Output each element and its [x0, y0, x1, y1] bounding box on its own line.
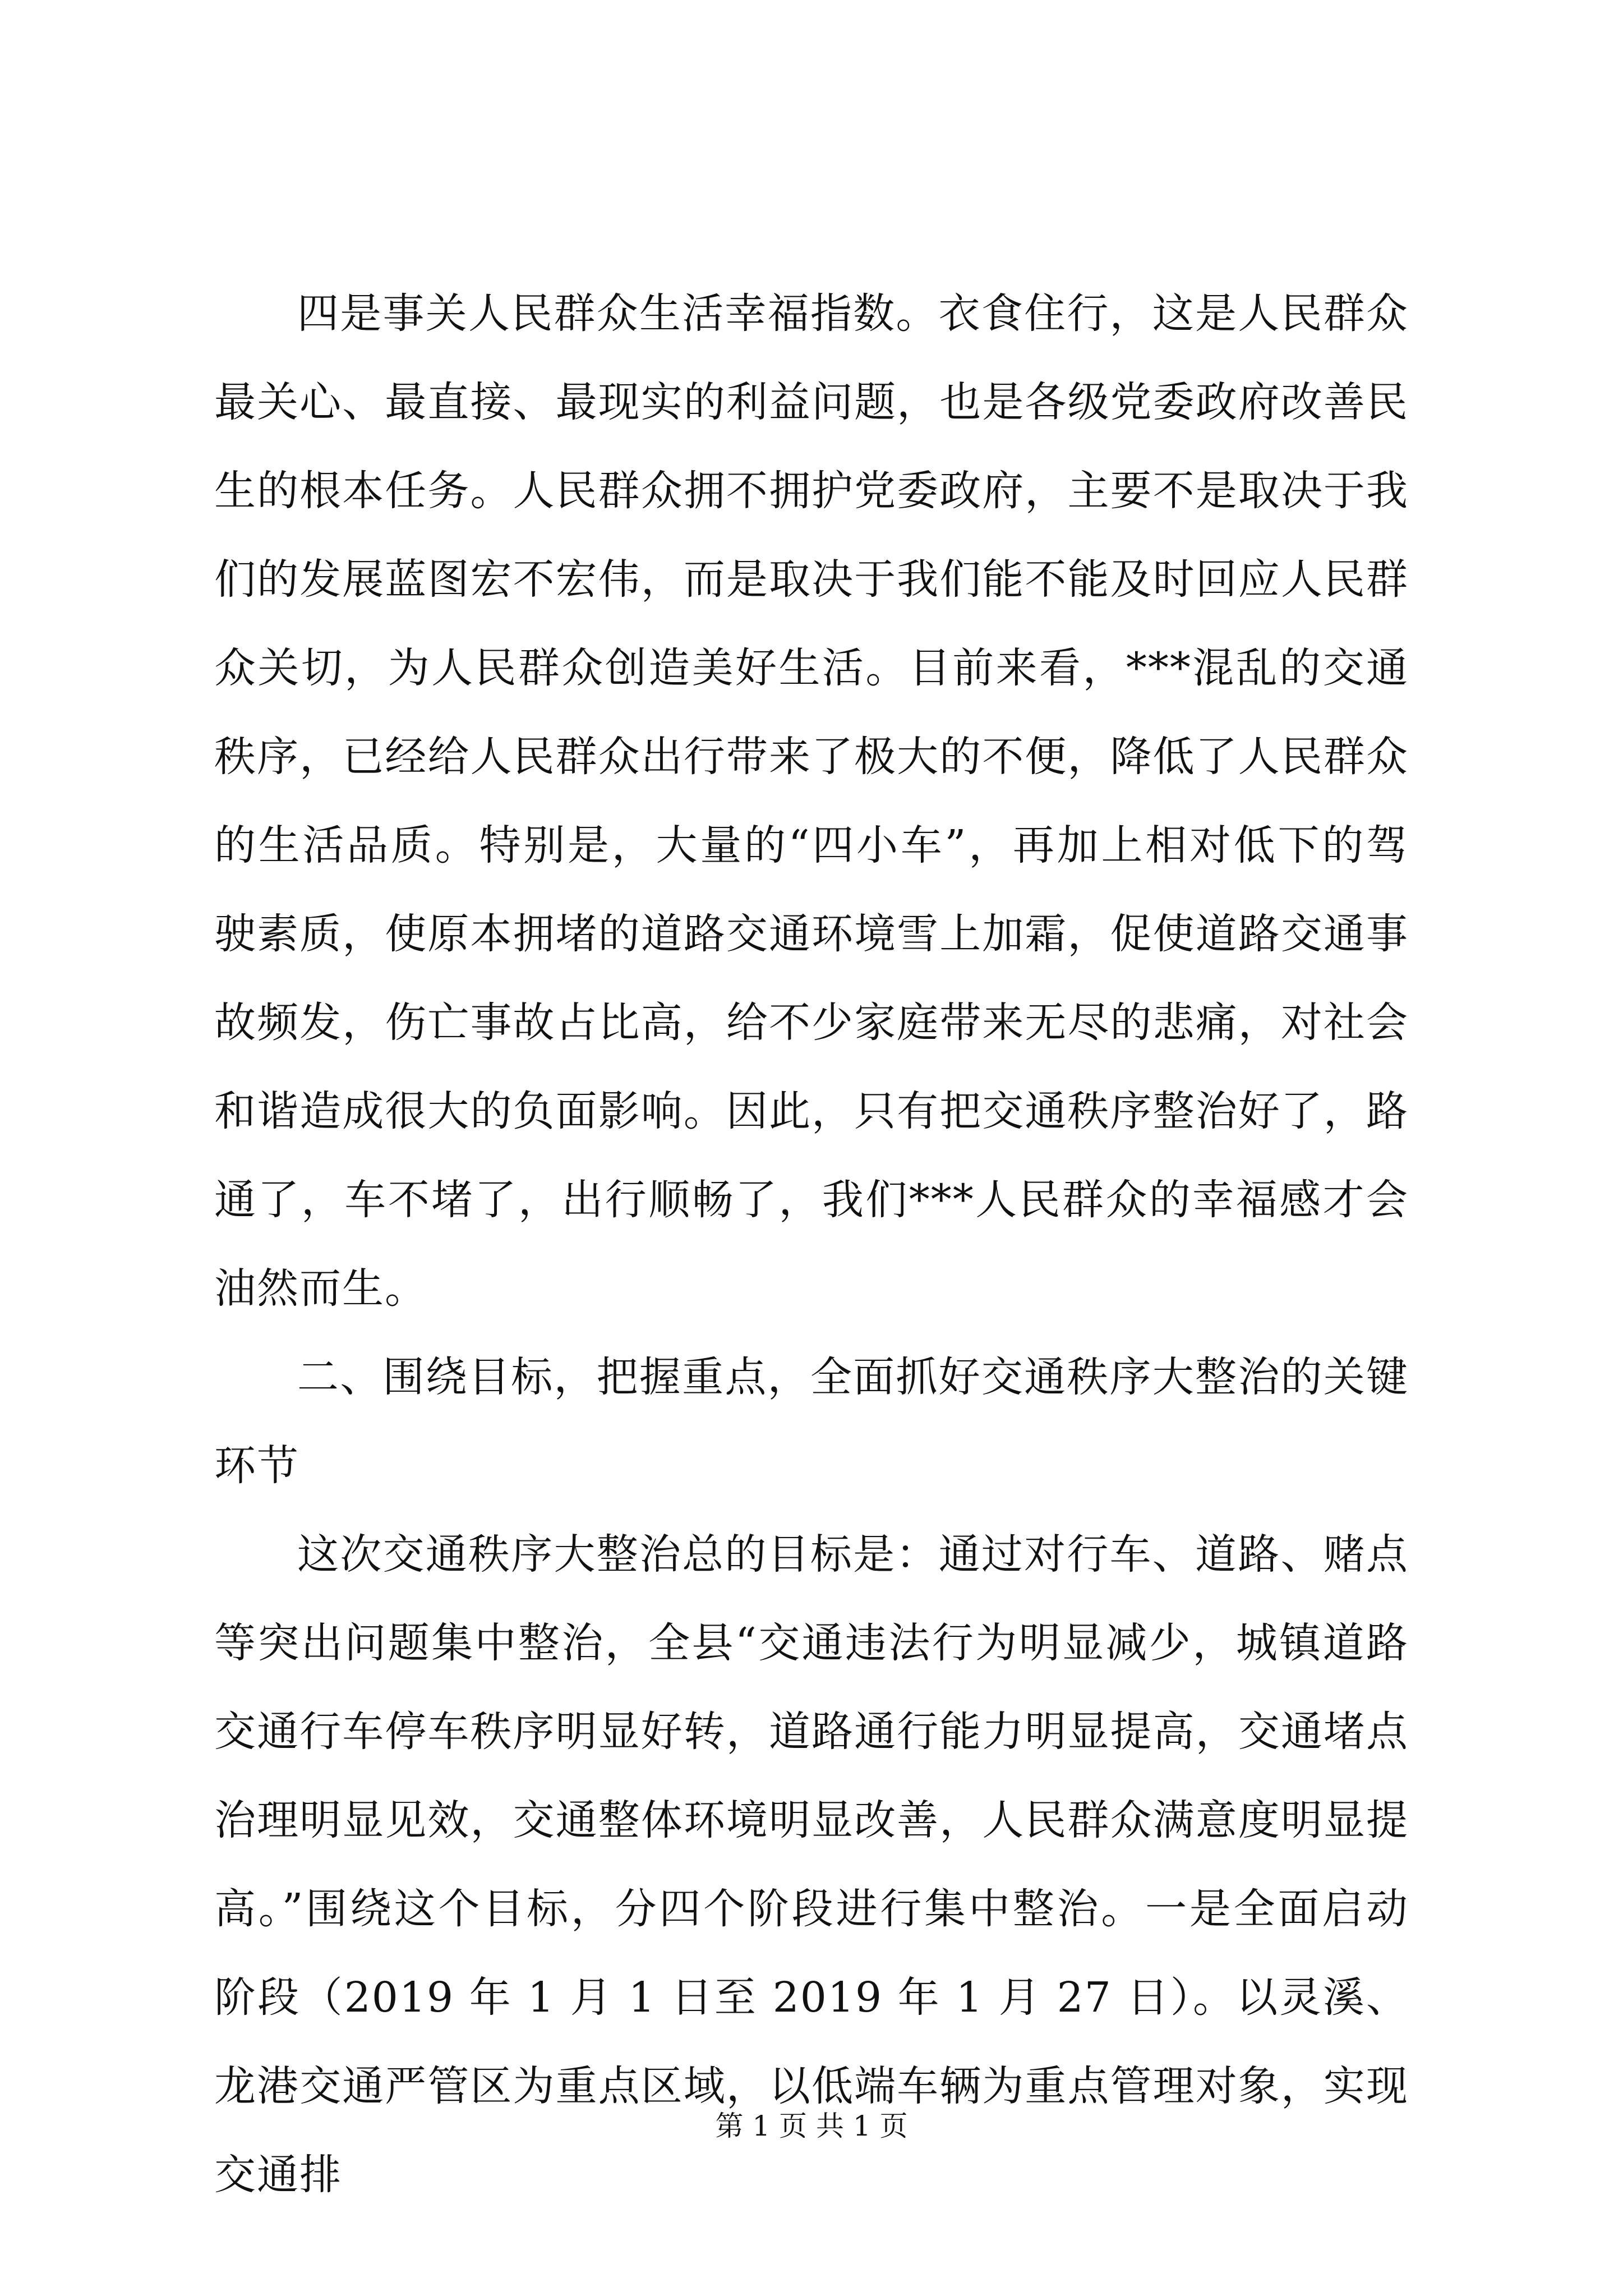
document-body: [214, 269, 1409, 2219]
page-number-footer: 第 1 页 共 1 页: [715, 2110, 908, 2142]
section-heading-two: 二、围绕目标，把握重点，全面抓好交通秩序大整治的关键环节: [214, 1353, 1409, 1490]
paragraph-happiness-index: 四是事关人民群众生活幸福指数。衣食住行，这是人民群众最关心、最直接、最现实的利益问题，也是各级党委政府改善民生的根本任务。人民群众拥不拥护党委政府，主要不是取决于我们的发展蓝图宏不宏伟，而是取决于我们能不能及时回应人民群众关切，为人民群众创造美好生活。目前来看，***混乱的交通秩序，已经给人民群众出行带来了极大的不便，降低了人民群众的生活品质。特别是，大量的“四小车”，再加上相对低下的驾驶素质，使原本拥堵的道路交通环境雪上加霜，促使道路交通事故频发，伤亡事故占比高，给不少家庭带来无尽的悲痛，对社会和谐造成很大的负面影响。因此，只有把交通秩序整治好了，路通了，车不堵了，出行顺畅了，我们***人民群众的幸福感才会油然而生。: [214, 289, 1409, 1313]
paragraph-rectification-goals: 这次交通秩序大整治总的目标是：通过对行车、道路、赌点等突出问题集中整治，全县“交通违法行为明显减少，城镇道路交通行车停车秩序明显好转，道路通行能力明显提高，交通堵点治理明显见效，交通整体环境明显改善，人民群众满意度明显提高。”围绕这个目标，分四个阶段进行集中整治。一是全面启动阶段（2019 年 1 月 1 日至 2019 年 1 月 27 日）。以灵溪、龙港交通严管区为重点区域，以低端车辆为重点管理对象，实现交通排: [214, 1530, 1409, 2199]
